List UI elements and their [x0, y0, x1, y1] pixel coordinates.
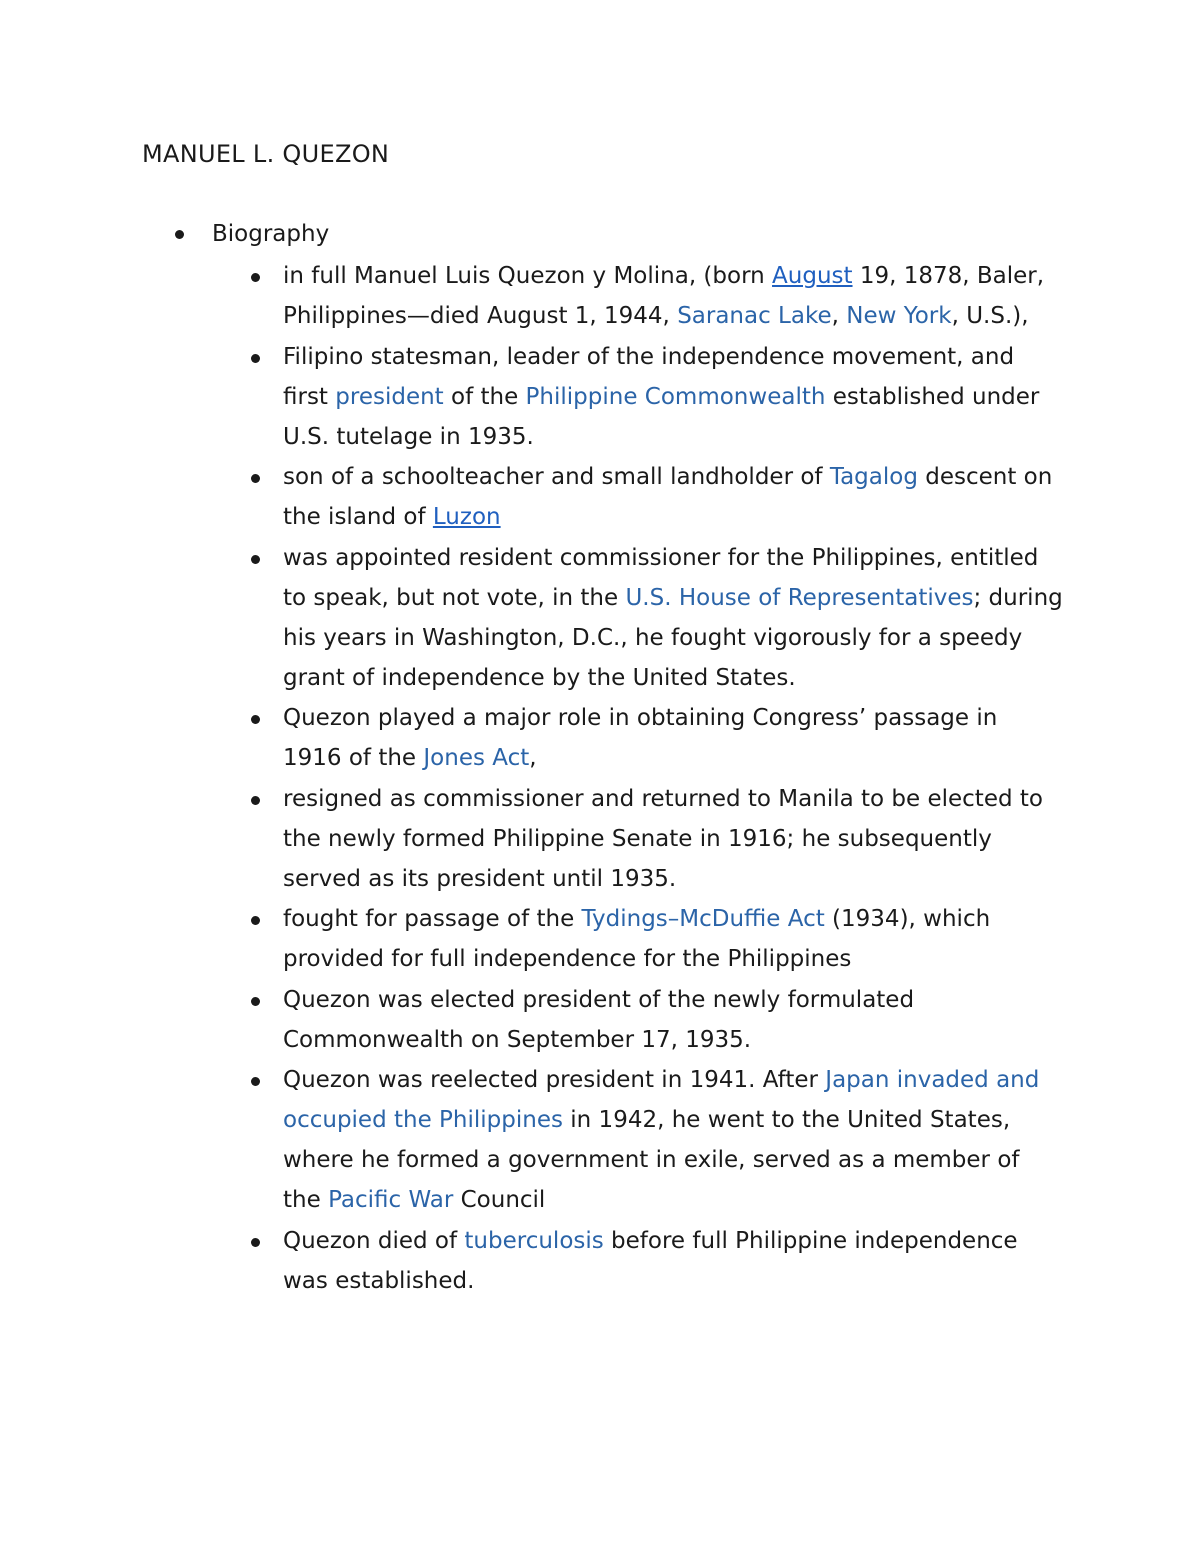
list-item	[283, 256, 1063, 336]
body-text: ,	[529, 745, 537, 771]
list-item	[283, 457, 1063, 537]
list-item	[283, 980, 1063, 1060]
bullet-dot-icon	[251, 796, 260, 805]
list-item	[283, 779, 1063, 899]
outline-list	[0, 216, 1200, 1301]
list-item	[283, 1221, 1063, 1301]
list-item	[283, 1060, 1063, 1220]
body-text: son of a schoolteacher and small landholder of	[283, 464, 830, 490]
inline-link[interactable]: Pacific War	[328, 1187, 454, 1213]
inline-link[interactable]: Luzon	[432, 504, 501, 530]
body-text: 19, 1878, Baler, Philippines—died August 1, 1944,	[283, 263, 1045, 329]
body-text: (1934), which provided for full independence for the Philippines	[283, 906, 991, 972]
bullet-dot-icon	[251, 1238, 260, 1247]
biography-points	[0, 256, 1200, 1301]
inline-link[interactable]: president	[335, 383, 444, 410]
body-text: was appointed resident commissioner for the Philippines, entitled to speak, but not vote, in the	[283, 544, 1039, 611]
body-text: in full Manuel Luis Quezon y Molina, (born	[283, 263, 773, 289]
list-item	[283, 698, 1063, 778]
section-heading-label: Biography	[212, 221, 330, 247]
bullet-dot-icon	[251, 273, 260, 282]
list-item	[283, 899, 1063, 979]
inline-link[interactable]: Tydings–McDuffie Act	[581, 906, 825, 932]
bullet-dot-icon	[251, 997, 260, 1006]
body-text: fought for passage of the	[283, 906, 582, 932]
list-item	[283, 337, 1063, 457]
bullet-dot-icon	[251, 354, 260, 363]
bullet-dot-icon	[175, 230, 184, 239]
inline-link[interactable]: Tagalog	[829, 464, 918, 490]
bullet-dot-icon	[251, 715, 260, 724]
body-text: ,	[831, 303, 847, 329]
body-text: established under U.S. tutelage in 1935.	[283, 383, 1040, 450]
body-text: Quezon died of	[283, 1227, 465, 1254]
body-text: Council	[453, 1187, 546, 1213]
section-heading	[212, 216, 1200, 252]
body-text: before full Philippine independence was established.	[283, 1227, 1018, 1294]
bullet-dot-icon	[251, 555, 260, 564]
section-biography	[0, 216, 1200, 1301]
bullet-dot-icon	[251, 1077, 260, 1086]
list-item	[283, 538, 1063, 698]
body-text: , U.S.),	[951, 303, 1029, 329]
body-text: in 1942, he went to the United States, where he formed a government in exile, served as a member of the	[283, 1107, 1020, 1213]
body-text: of the	[443, 383, 526, 410]
body-text: resigned as commissioner and returned to Manila to be elected to the newly formed Philippine Senate in 1916; he subsequently served as its president until 1935.	[283, 785, 1043, 892]
body-text: descent on the island of	[283, 464, 1053, 530]
body-text: Quezon was elected president of the newly formulated Commonwealth on September 17, 1935.	[283, 986, 915, 1053]
bullet-dot-icon	[251, 916, 260, 925]
body-text: Quezon played a major role in obtaining Congress’ passage in 1916 of the	[283, 705, 998, 771]
inline-link[interactable]: Saranac Lake	[677, 303, 832, 329]
body-text: Filipino statesman, leader of the independence movement, and first	[283, 343, 1015, 410]
inline-link[interactable]: August	[772, 263, 853, 289]
inline-link[interactable]: Jones Act	[423, 745, 530, 771]
inline-link[interactable]: Philippine Commonwealth	[525, 383, 826, 410]
inline-link[interactable]: tuberculosis	[464, 1227, 604, 1254]
body-text: Quezon was reelected president in 1941. After	[283, 1067, 826, 1093]
bullet-dot-icon	[251, 474, 260, 483]
inline-link[interactable]: U.S. House of Representatives	[625, 584, 974, 611]
page-title: MANUEL L. QUEZON	[142, 140, 390, 168]
body-text: ; during his years in Washington, D.C., he fought vigorously for a speedy grant of independence by the United States.	[283, 584, 1063, 691]
inline-link[interactable]: New York	[846, 303, 952, 329]
inline-link[interactable]: Japan invaded and occupied the Philippines	[283, 1067, 1040, 1133]
